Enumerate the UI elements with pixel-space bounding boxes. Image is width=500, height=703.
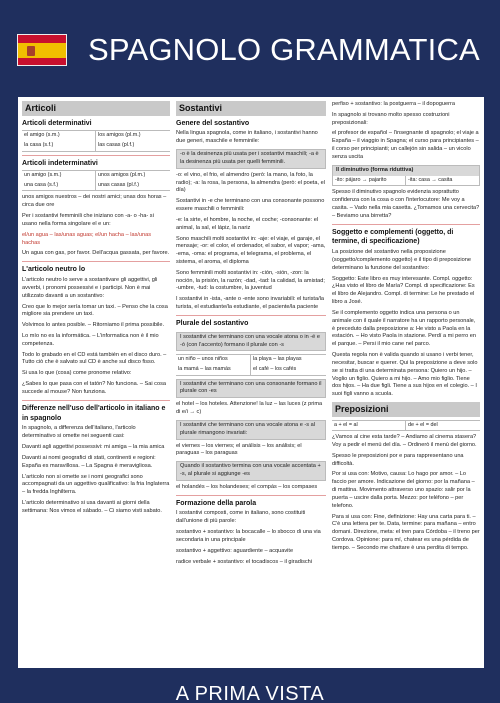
rule-box <box>176 149 326 169</box>
section-articoli: Articoli <box>22 101 170 116</box>
paragraph: el hotel – los hoteles. Attenzione! la luz – las luces (z prima di e/i → c) <box>176 401 323 416</box>
diminutivo-title: Il diminutivo (forma riduttiva) <box>333 166 479 176</box>
paragraph: Nella lingua spagnola, come in italiano, i sostantivi hanno due generi, maschile e femminile: <box>176 130 318 145</box>
subheading-soggetto: Soggetto e complementi (oggetto, di termine, di specificazione) <box>332 224 480 248</box>
paragraph: Un agua con gas, por favor. Dell'acqua gassata, per favore. <box>22 250 170 257</box>
table-cell: a + el = al <box>332 421 406 431</box>
paragraph: L'articolo neutro lo serve a sostantivare gli aggettivi, gli avverbi, i pronomi possessivi e i participi. Non è mai utilizzato davanti a un sostantivo: <box>22 277 158 299</box>
header <box>0 0 500 98</box>
paragraph: La posizione del sostantivo nella proposizione (soggetto/complemento oggetto) e il tipo di preposizione determinano la funzione del sostantivo: <box>332 249 471 271</box>
paragraph: Per i sostantivi femminili che iniziano con -a- o -ha- si usano nella forma singolare el e un: <box>22 213 154 227</box>
rule-box <box>176 420 326 440</box>
rule-box <box>176 461 326 481</box>
section-preposizioni: Preposizioni <box>332 402 480 417</box>
table-cell: -ito: pájaro → pajarito <box>333 176 406 186</box>
paragraph: el profesor de español – l'insegnante di spagnolo; el viaje a España – il viaggio in Spagna; el curso para principiantes – il corso per principianti; un callejón sin salida – un vicolo senza uscita <box>332 130 479 160</box>
subheading-differenze: Differenze nell'uso dell'articolo in italiano e in spagnolo <box>22 400 170 424</box>
paragraph: ¿Sabes lo que pasa con el tatón? No funciona. – Sai cosa succede al mouse? Non funziona. <box>22 381 166 395</box>
table-cell: el amigo (s.m.) <box>22 131 96 141</box>
paragraph: Creo que lo mejor sería tomar un taxi. – Penso che la cosa migliore sia prendere un taxi. <box>22 303 168 318</box>
paragraph: Soggetto: Este libro es muy interesante. Compl. oggetto: ¿Has visto el libro de María? Compl. di specificazione: Es el libro de Alejandro. Compl. di termine: Le he prestado el libro a José. <box>332 275 475 306</box>
paragraph: I sostantivi composti, come in italiano, sono costituiti dall'unione di più parole: <box>176 510 306 525</box>
subheading-articolo-neutro: L'articolo neutro lo <box>22 261 170 275</box>
paragraph: -o: el vino, el frio, el almendro (però: la mano, la foto, la radio); -a: la rosa, la persona, la almendra (però: el poeta, el día) <box>176 171 325 194</box>
paragraph: In spagnolo si trovano molto spesso costruzioni preposizionali: <box>332 111 450 126</box>
rule-text: -o è la desinenza più usata per i sostantivi maschili; -a è la desinenza più usata per quelli femminili. <box>177 150 325 168</box>
table-indeterminativi <box>22 170 170 191</box>
paragraph: unos amigos nuestros – dei nostri amici; unas dos horas – circa due ore <box>22 194 167 209</box>
bullet-item: sostantivo + sostantivo: la bocacalle – lo sbocco di una via secondaria in una principale <box>176 529 321 543</box>
column-2 <box>176 101 326 664</box>
paragraph: Sono maschili molti sostantivi in: -aje: el viaje, el garaje, el mensaje; -or: el color, el ordenador, el sabor, el vapor; -ama, -ema, -oma: el programa, el telegrama, el problema, el sistema, el aroma, el diploma <box>176 235 326 265</box>
column-1 <box>22 101 170 664</box>
rule-box <box>176 379 326 399</box>
section-sostantivi: Sostantivi <box>176 101 326 116</box>
paragraph: Spesso le preposizioni por e para rappresentano una difficoltà. <box>332 452 464 467</box>
paragraph: el holandés – los holandeses; el compás – los compases <box>176 483 318 490</box>
spanish-flag-icon <box>17 34 67 66</box>
table-cell: -ita: casa → casita <box>408 176 453 183</box>
content-sheet <box>18 97 484 668</box>
table-preposizioni <box>332 420 480 432</box>
rule-box <box>176 332 326 352</box>
paragraph: Todo lo grabado en el CD está también en el disco duro. – Tutto ciò che è salvato sul CD è anche sul disco fisso. <box>22 351 167 366</box>
subheading-plurale: Plurale del sostantivo <box>176 315 326 329</box>
bullet-item: perfiso + sostantivo: la postguerra – il dopoguerra <box>332 101 455 107</box>
paragraph: Questa regola non è valida quando si usano i verbi tener, necesitar, buscar e querer. Qui la preposizione a deve solo se si tratta di una determinata persona: Quiero un hijo. – Voglio un figlio. Quiero a mi hijo. – Amo mio figlio. Tiene dos hijos. – Ha due figli. Tiene a sus hijos en el colegio. – I suoi figli vanno a scuola. <box>332 352 478 398</box>
rule-text: I sostantivi che terminano con una vocale atona e -s al plurale rimangono invariati: <box>177 421 325 439</box>
paragraph: Volvimos lo antes posible. – Ritorniamo il prima possibile. <box>22 322 165 329</box>
paragraph: In spagnolo, a differenza dell'italiano, l'articolo determinativo si omette nei seguenti casi: <box>22 425 136 440</box>
table-cell: unas casas (pl.f.) <box>98 181 140 188</box>
paragraph: el viernes – los viernes; el análisis – los análisis; el paraguas – los paraguas <box>176 442 302 457</box>
subheading-determinativi: Articoli determinativi <box>22 119 92 127</box>
paragraph: L'articolo non si omette se i nomi geografici sono accompagnati da un aggettivo qualificativo: la fria Inglaterra – la fredda Inghilterra. <box>22 473 170 496</box>
table-cell: la casa (s.f.) <box>22 141 96 151</box>
paragraph: Sostantivi in -e che terminano con una consonante possono essere maschili o femminili: <box>176 198 325 213</box>
paragraph: L'articolo determinativo si usa davanti ai giorni della settimana: Nos vimos el sábado. – Ci siamo visti sabato. <box>22 500 162 514</box>
example-text: el/un agua – las/unas aguas; el/un hacha – las/unas hachas <box>22 231 152 246</box>
table-cell: el café – los cafés <box>253 365 297 372</box>
table-cell: los amigos (pl.m.) <box>98 132 141 139</box>
rule-text: Quando il sostantivo termina con una vocale accentata + -s, al plurale si aggiunge -es <box>177 462 325 480</box>
subheading-genere: Genere del sostantivo <box>176 119 250 127</box>
page-title: SPAGNOLO GRAMMATICA <box>88 32 480 67</box>
bullet-item: radice verbale + sostantivo: el tocadiscos – il giradischi <box>176 558 313 565</box>
bullet-item: sostantivo + aggettivo: aguardiente – acquavite <box>176 547 294 554</box>
paragraph: Por si usa con: Motivo, causa: Lo hago por amor. – Lo faccio per amore. Indicazione del giorno: por la mañana – di mattina. Movimento attraverso uno spazio: salir por la puerta – uscire dalla porta. Mezzo: por teléfono – per telefono. <box>332 471 475 509</box>
table-cell: un niño – unos niños <box>176 355 251 365</box>
bullet-item: Davanti agli aggettivi possessivi: mi amiga – la mia amica <box>22 444 165 451</box>
paragraph: -e: la sirte, el hombre, la noche, el coche; -consonante: el animal, la sal, el lápiz, la nariz <box>176 216 319 231</box>
subheading-indeterminativi: Articoli indeterminativi <box>22 155 170 169</box>
table-cell: unos amigos (pl.m.) <box>98 172 146 179</box>
paragraph: I sostantivi in -ista, -ante o -ente sono invariabili: el turista/la turista, el estudiante/la estudiante, el paciente/la paciente <box>176 296 324 311</box>
table-cell: la mamá – las mamás <box>176 365 251 375</box>
bullet-item: Davanti ai nomi geografici di stati, continenti e regioni: España es maravillosa. – La Spagna è meravigliosa. <box>22 454 156 469</box>
table-cell: las casas (pl.f.) <box>98 141 135 148</box>
diminutivo-box <box>332 165 480 186</box>
paragraph: Se il complemento oggetto indica una persona o un animale con il quale il narratore ha un rapporto personale, è preceduto dalla preposizione a: He visto a Paola en la estación. – Ho visto Paola in stazione. Perdí a mi perro en el parque. – Persi il mio cane nel parco. <box>332 309 476 348</box>
subheading-formazione: Formazione della parola <box>176 495 326 509</box>
table-determinativi <box>22 130 170 151</box>
table-plurale <box>176 354 326 375</box>
table-cell: un amigo (s.m.) <box>22 171 96 181</box>
paragraph: Lo mío no es la informática. – L'informatica non è il mio competenza. <box>22 333 159 347</box>
table-diminutivo <box>333 176 479 186</box>
paragraph: Si usa lo que (cosa) come pronome relativo: <box>22 370 132 377</box>
footer-brand: A PRIMA VISTA <box>175 683 325 703</box>
paragraph: Sono femminili molti sostantivi in: -ción, -sión, -zon: la noción, la prisión, la razón; -dad, -tad: la calidad, la amistad; -umbre, -tud: la costumbre, la juventud <box>176 269 325 292</box>
paragraph: Para si usa con: Fine, definizione: Hay una carta para ti. – C'è una lettera per te. Data, termine: para mañana – entro domani. Direzione, meta: el tren para Córdoba – il treno per Cordova. Opinione: para mí, chatear es una pérdida de tiempo. – Secondo me chattare è una perdita di tempo. <box>332 513 480 551</box>
paragraph: ¿Vamos al cine esta tarde? – Andiamo al cinema stasera? Voy a pedir el menú del día. – Ordinerò il menù del giorno. <box>332 434 477 448</box>
table-cell: de + el = del <box>408 421 438 428</box>
rule-text: I sostantivi che terminano con una vocale atona o in -é e -ó (con l'accento) formano il plurale con -s <box>177 333 325 351</box>
table-cell: la playa – las playas <box>253 356 302 363</box>
column-3 <box>332 101 480 664</box>
rule-text: I sostantivi che terminano con una consonante formano il plurale con -es <box>177 380 325 398</box>
table-cell: una casa (s.f.) <box>22 181 96 191</box>
paragraph: Spesso il diminutivo spagnolo evidenzia soprattutto confidenza con la cosa o con l'interlocutore: Me voy a casita. – Vado nella mia casetta. ¿Tomamos una cervecita? – Beviamo una birretta? <box>332 189 480 219</box>
